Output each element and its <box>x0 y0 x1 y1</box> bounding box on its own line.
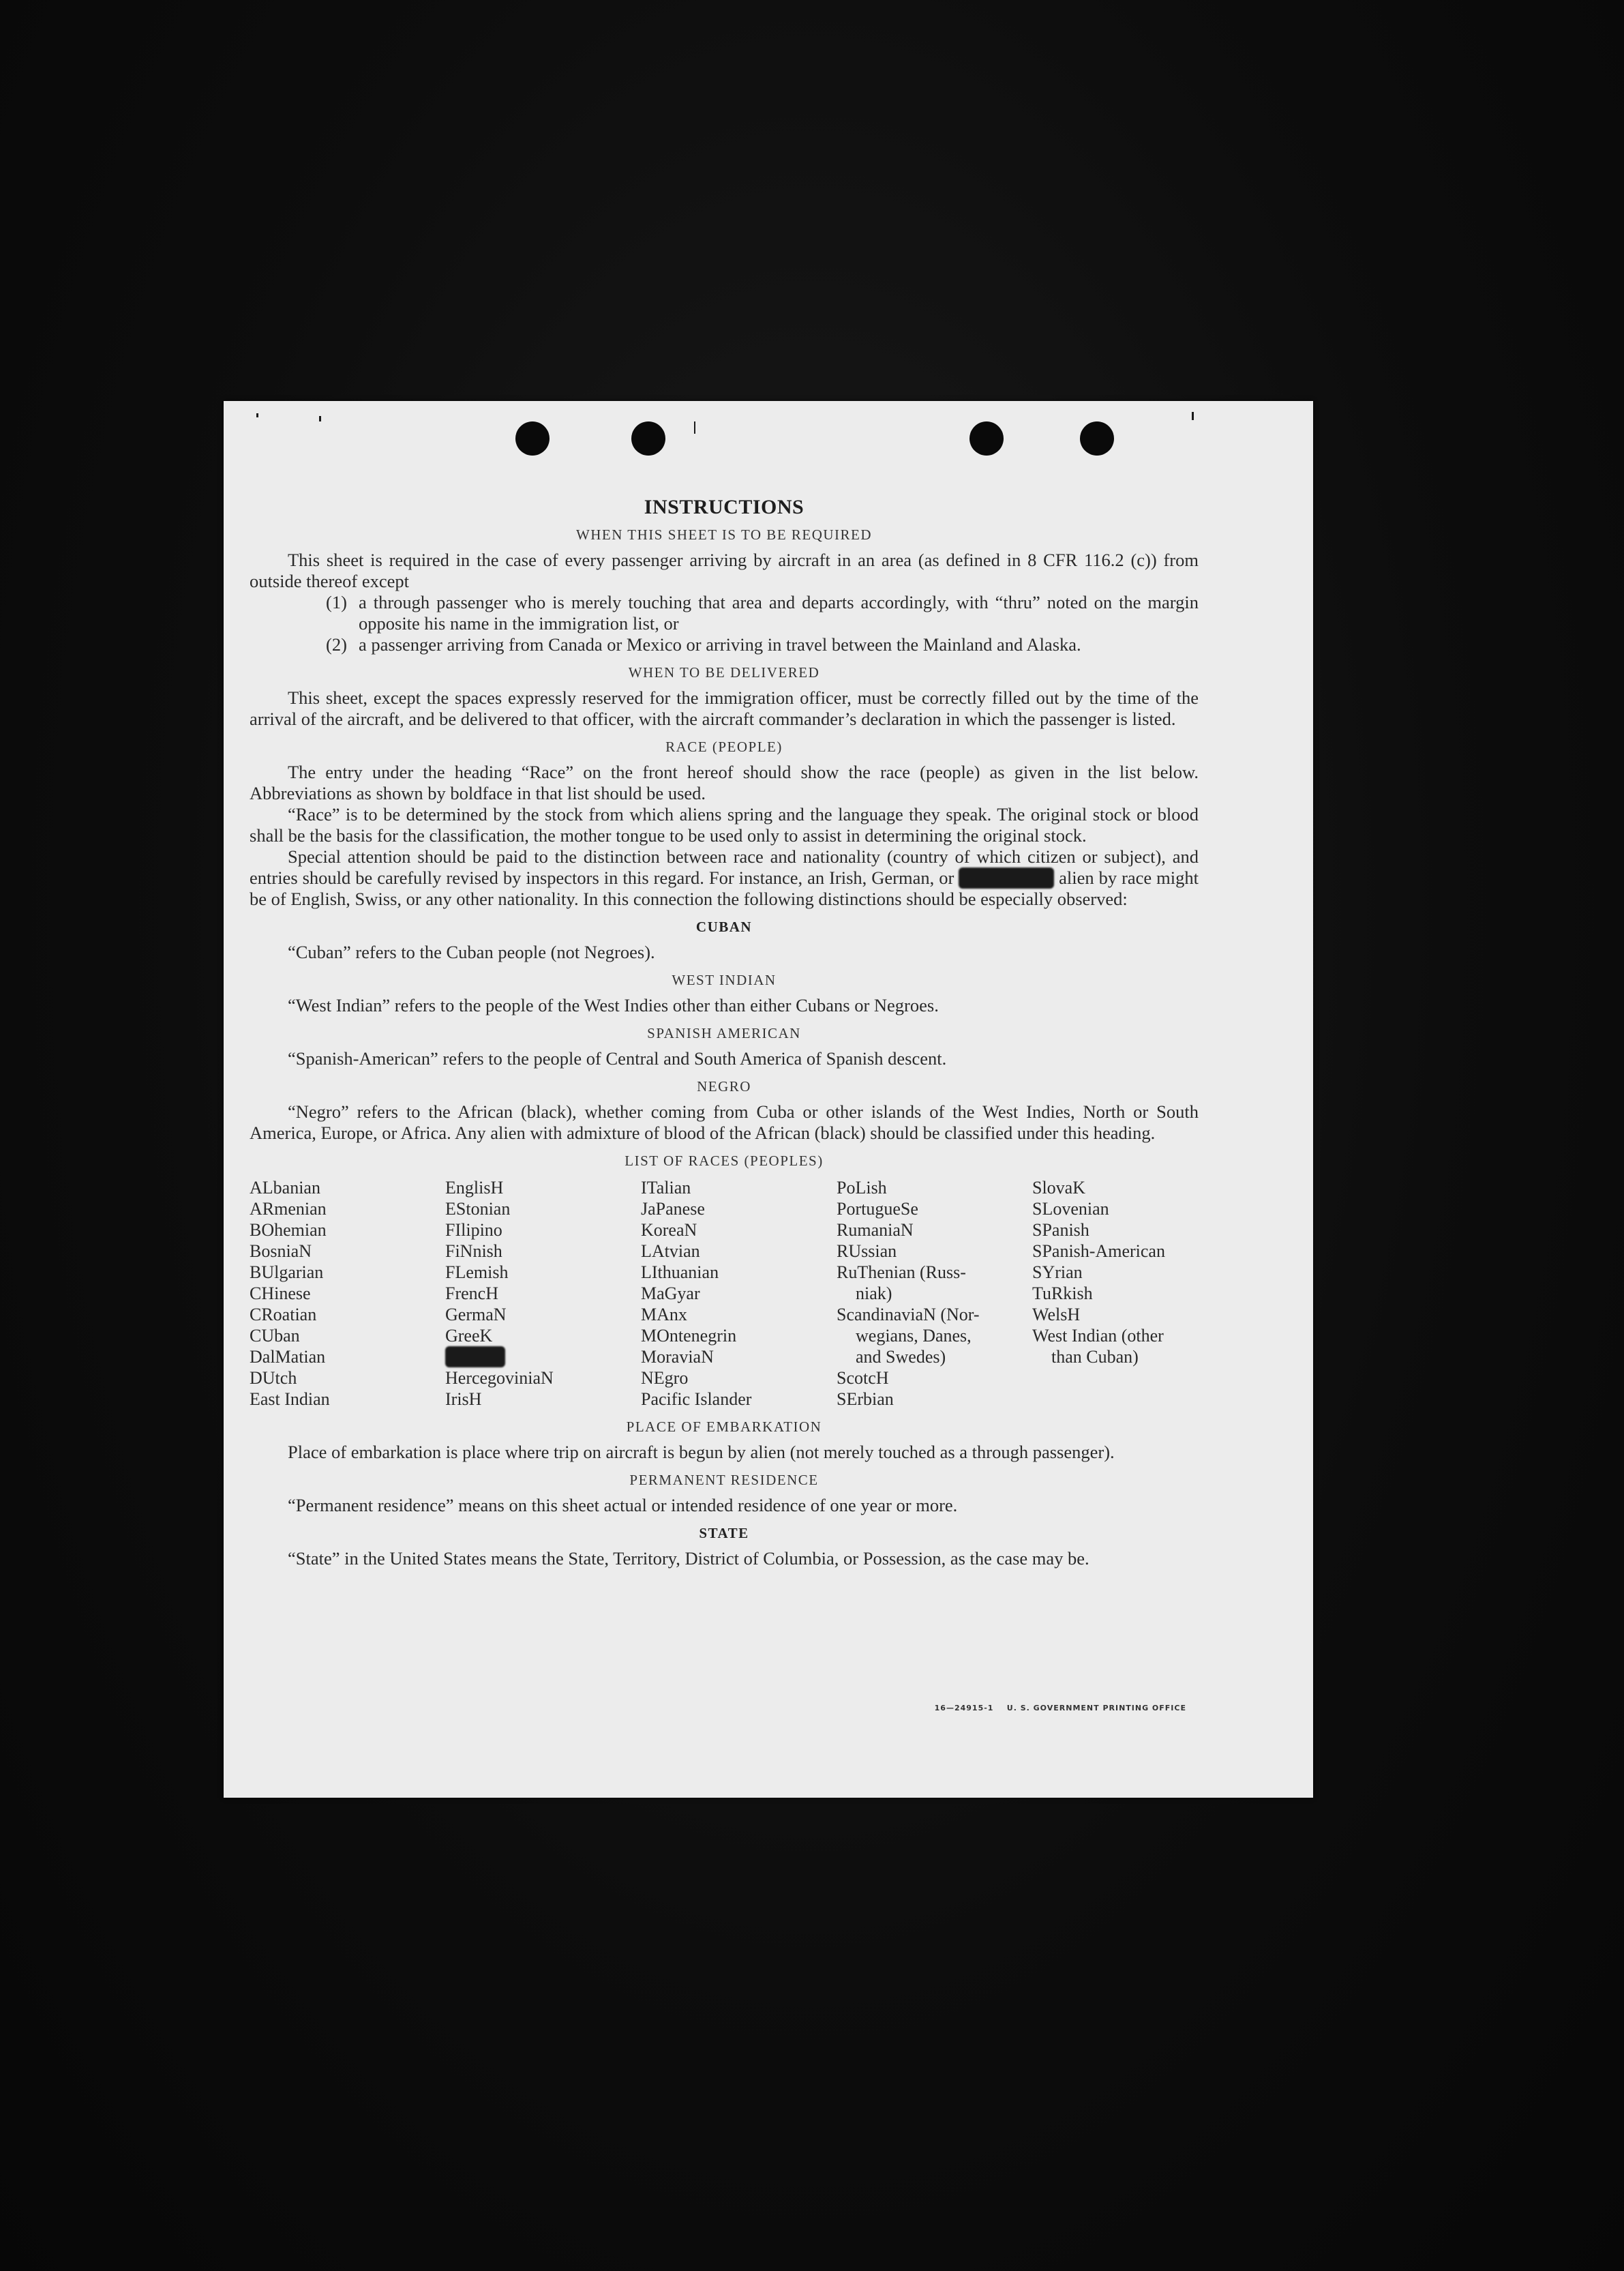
section-heading: PERMANENT RESIDENCE <box>629 1472 819 1488</box>
section-heading: SPANISH AMERICAN <box>647 1025 801 1041</box>
paragraph: The entry under the heading “Race” on the front hereof should show the race (people) as given in the list below. Abbreviations as shown by boldface in that list should be used. <box>250 762 1199 803</box>
printer-imprint <box>935 1704 1186 1712</box>
race-entry: JaPanese <box>641 1199 705 1219</box>
race-entry: GermaN <box>445 1305 507 1324</box>
redacted-word <box>445 1346 505 1367</box>
punch-hole <box>631 421 665 456</box>
race-entry: Pacific Islander <box>641 1389 752 1409</box>
race-entry: DalMatian <box>250 1347 326 1367</box>
race-entry: LIthuanian <box>641 1262 719 1282</box>
section-heading: PLACE OF EMBARKATION <box>626 1419 822 1435</box>
race-entry: FIlipino <box>445 1220 502 1240</box>
race-entry: MOntenegrin <box>641 1326 737 1346</box>
section-heading: WHEN THIS SHEET IS TO BE REQUIRED <box>575 526 873 543</box>
form-code: 16—24915-1 <box>934 1704 994 1712</box>
race-entry: wegians, Danes, <box>856 1326 972 1346</box>
races-column <box>837 1177 1032 1410</box>
race-entry: West Indian (other <box>1032 1326 1164 1346</box>
race-entry: KoreaN <box>641 1220 697 1240</box>
races-column <box>445 1177 641 1410</box>
race-entry: SPanish <box>1032 1220 1089 1240</box>
race-entry: than Cuban) <box>1051 1347 1139 1367</box>
race-entry: SPanish-American <box>1032 1241 1165 1261</box>
race-entry: SErbian <box>837 1389 894 1409</box>
race-entry: CHinese <box>250 1283 311 1303</box>
paragraph: “Race” is to be determined by the stock from which aliens spring and the language they speak. The original stock or blood shall be the basis for the classification, the mother tongue to be used only to assist in determining the original stock. <box>250 804 1199 846</box>
scan-speck <box>694 421 695 434</box>
race-entry: CUban <box>250 1326 300 1346</box>
text-run: Special attention should be paid to the distinction between race and nationality (country of which citizen or subject), and entries should be carefully revised by inspectors in this regard. For instance, an Irish, German, or <box>250 846 1199 888</box>
race-entry: niak) <box>856 1283 892 1303</box>
races-column <box>1032 1177 1228 1410</box>
punch-hole <box>1080 421 1114 456</box>
instructions-text <box>250 496 1199 1569</box>
race-entry: LAtvian <box>641 1241 700 1261</box>
scan-speck <box>319 416 321 421</box>
list-item <box>326 634 1199 655</box>
race-entry: HercegoviniaN <box>445 1368 554 1388</box>
race-entry: EnglisH <box>445 1178 504 1198</box>
race-entry: PoLish <box>837 1178 887 1198</box>
race-entry: BUlgarian <box>250 1262 324 1282</box>
paragraph <box>250 846 1199 910</box>
race-entry: RumaniaN <box>837 1220 914 1240</box>
races-column <box>250 1177 445 1410</box>
race-entry: SYrian <box>1032 1262 1083 1282</box>
scan-speck <box>256 413 258 417</box>
race-entry: MAnx <box>641 1305 687 1324</box>
section-heading: NEGRO <box>697 1078 751 1095</box>
race-entry: BosniaN <box>250 1241 312 1261</box>
race-entry: BOhemian <box>250 1220 327 1240</box>
page-title: INSTRUCTIONS <box>644 496 805 518</box>
race-entry: ARmenian <box>250 1199 327 1219</box>
race-entry: ScotcH <box>837 1368 889 1388</box>
redacted-word <box>959 867 1054 889</box>
paragraph: “West Indian” refers to the people of the West Indies other than either Cubans or Negroes. <box>288 995 939 1015</box>
paragraph: “Spanish-American” refers to the people of Central and South America of Spanish descent. <box>288 1048 947 1069</box>
race-entry: RuThenian (Russ- <box>837 1262 966 1282</box>
paragraph: “State” in the United States means the State, Territory, District of Columbia, or Possession, as the case may be. <box>288 1548 1089 1569</box>
item-text: a passenger arriving from Canada or Mexico or arriving in travel between the Mainland and Alaska. <box>359 634 1081 655</box>
paragraph: “Permanent residence” means on this sheet actual or intended residence of one year or more. <box>288 1495 958 1515</box>
scan-speck <box>1192 412 1194 420</box>
section-heading: RACE (PEOPLE) <box>665 739 783 755</box>
paragraph: This sheet, except the spaces expressly reserved for the immigration officer, must be correctly filled out by the time of the arrival of the aircraft, and be delivered to that officer, with the aircraft commander’s declaration in which the passenger is listed. <box>250 687 1199 729</box>
paragraph: “Cuban” refers to the Cuban people (not Negroes). <box>288 942 655 962</box>
race-entry: ScandinaviaN (Nor- <box>837 1305 980 1324</box>
race-entry: East Indian <box>250 1389 330 1409</box>
section-heading: STATE <box>699 1525 749 1541</box>
section-heading: LIST OF RACES (PEOPLES) <box>625 1153 824 1169</box>
race-entry: GreeK <box>445 1326 493 1346</box>
race-entry: ALbanian <box>250 1178 320 1198</box>
race-entry: NEgro <box>641 1368 689 1388</box>
race-entry: and Swedes) <box>856 1347 946 1367</box>
item-text: a through passenger who is merely touching that area and departs accordingly, with “thru” noted on the margin opposite his name in the immigration list, or <box>359 592 1199 634</box>
section-heading: WEST INDIAN <box>672 972 777 988</box>
race-entry: FiNnish <box>445 1241 502 1261</box>
section-heading: CUBAN <box>695 919 753 935</box>
race-entry: CRoatian <box>250 1305 317 1324</box>
section-heading: WHEN TO BE DELIVERED <box>628 664 820 681</box>
item-number: (1) <box>326 592 347 612</box>
race-entry: PortugueSe <box>837 1199 918 1219</box>
instruction-sheet <box>224 401 1313 1798</box>
race-entry: EStonian <box>445 1199 511 1219</box>
list-item <box>326 592 1199 634</box>
race-entry: SlovaK <box>1032 1178 1085 1198</box>
race-entry <box>445 1346 641 1367</box>
race-entry: SLovenian <box>1032 1199 1109 1219</box>
race-entry: FLemish <box>445 1262 509 1282</box>
race-entry: RUssian <box>837 1241 897 1261</box>
race-entry: ITalian <box>641 1178 691 1198</box>
printer-name: U. S. GOVERNMENT PRINTING OFFICE <box>1006 1704 1186 1712</box>
paragraph: Place of embarkation is place where trip on aircraft is begun by alien (not merely touched as a through passenger). <box>288 1442 1115 1462</box>
punch-hole <box>515 421 550 456</box>
race-entry: FrencH <box>445 1283 498 1303</box>
race-entry: MaGyar <box>641 1283 700 1303</box>
punch-hole <box>969 421 1004 456</box>
race-entry: DUtch <box>250 1368 297 1388</box>
item-number: (2) <box>326 634 347 655</box>
race-entry: WelsH <box>1032 1305 1081 1324</box>
text-run: alien by race might be of English, Swiss, or any other nationality. In this connection the following distinctions should be especially observed: <box>250 867 1199 909</box>
paragraph: This sheet is required in the case of every passenger arriving by aircraft in an area (as defined in 8 CFR 116.2 (c)) from outside thereof except <box>250 550 1199 591</box>
races-column <box>641 1177 837 1410</box>
paragraph: “Negro” refers to the African (black), whether coming from Cuba or other islands of the West Indies, North or South America, Europe, or Africa. Any alien with admixture of blood of the African (black) should be classified under this heading. <box>250 1101 1199 1143</box>
races-list <box>250 1177 1199 1410</box>
race-entry: MoraviaN <box>641 1347 714 1367</box>
race-entry: TuRkish <box>1032 1283 1093 1303</box>
race-entry: IrisH <box>445 1389 482 1409</box>
